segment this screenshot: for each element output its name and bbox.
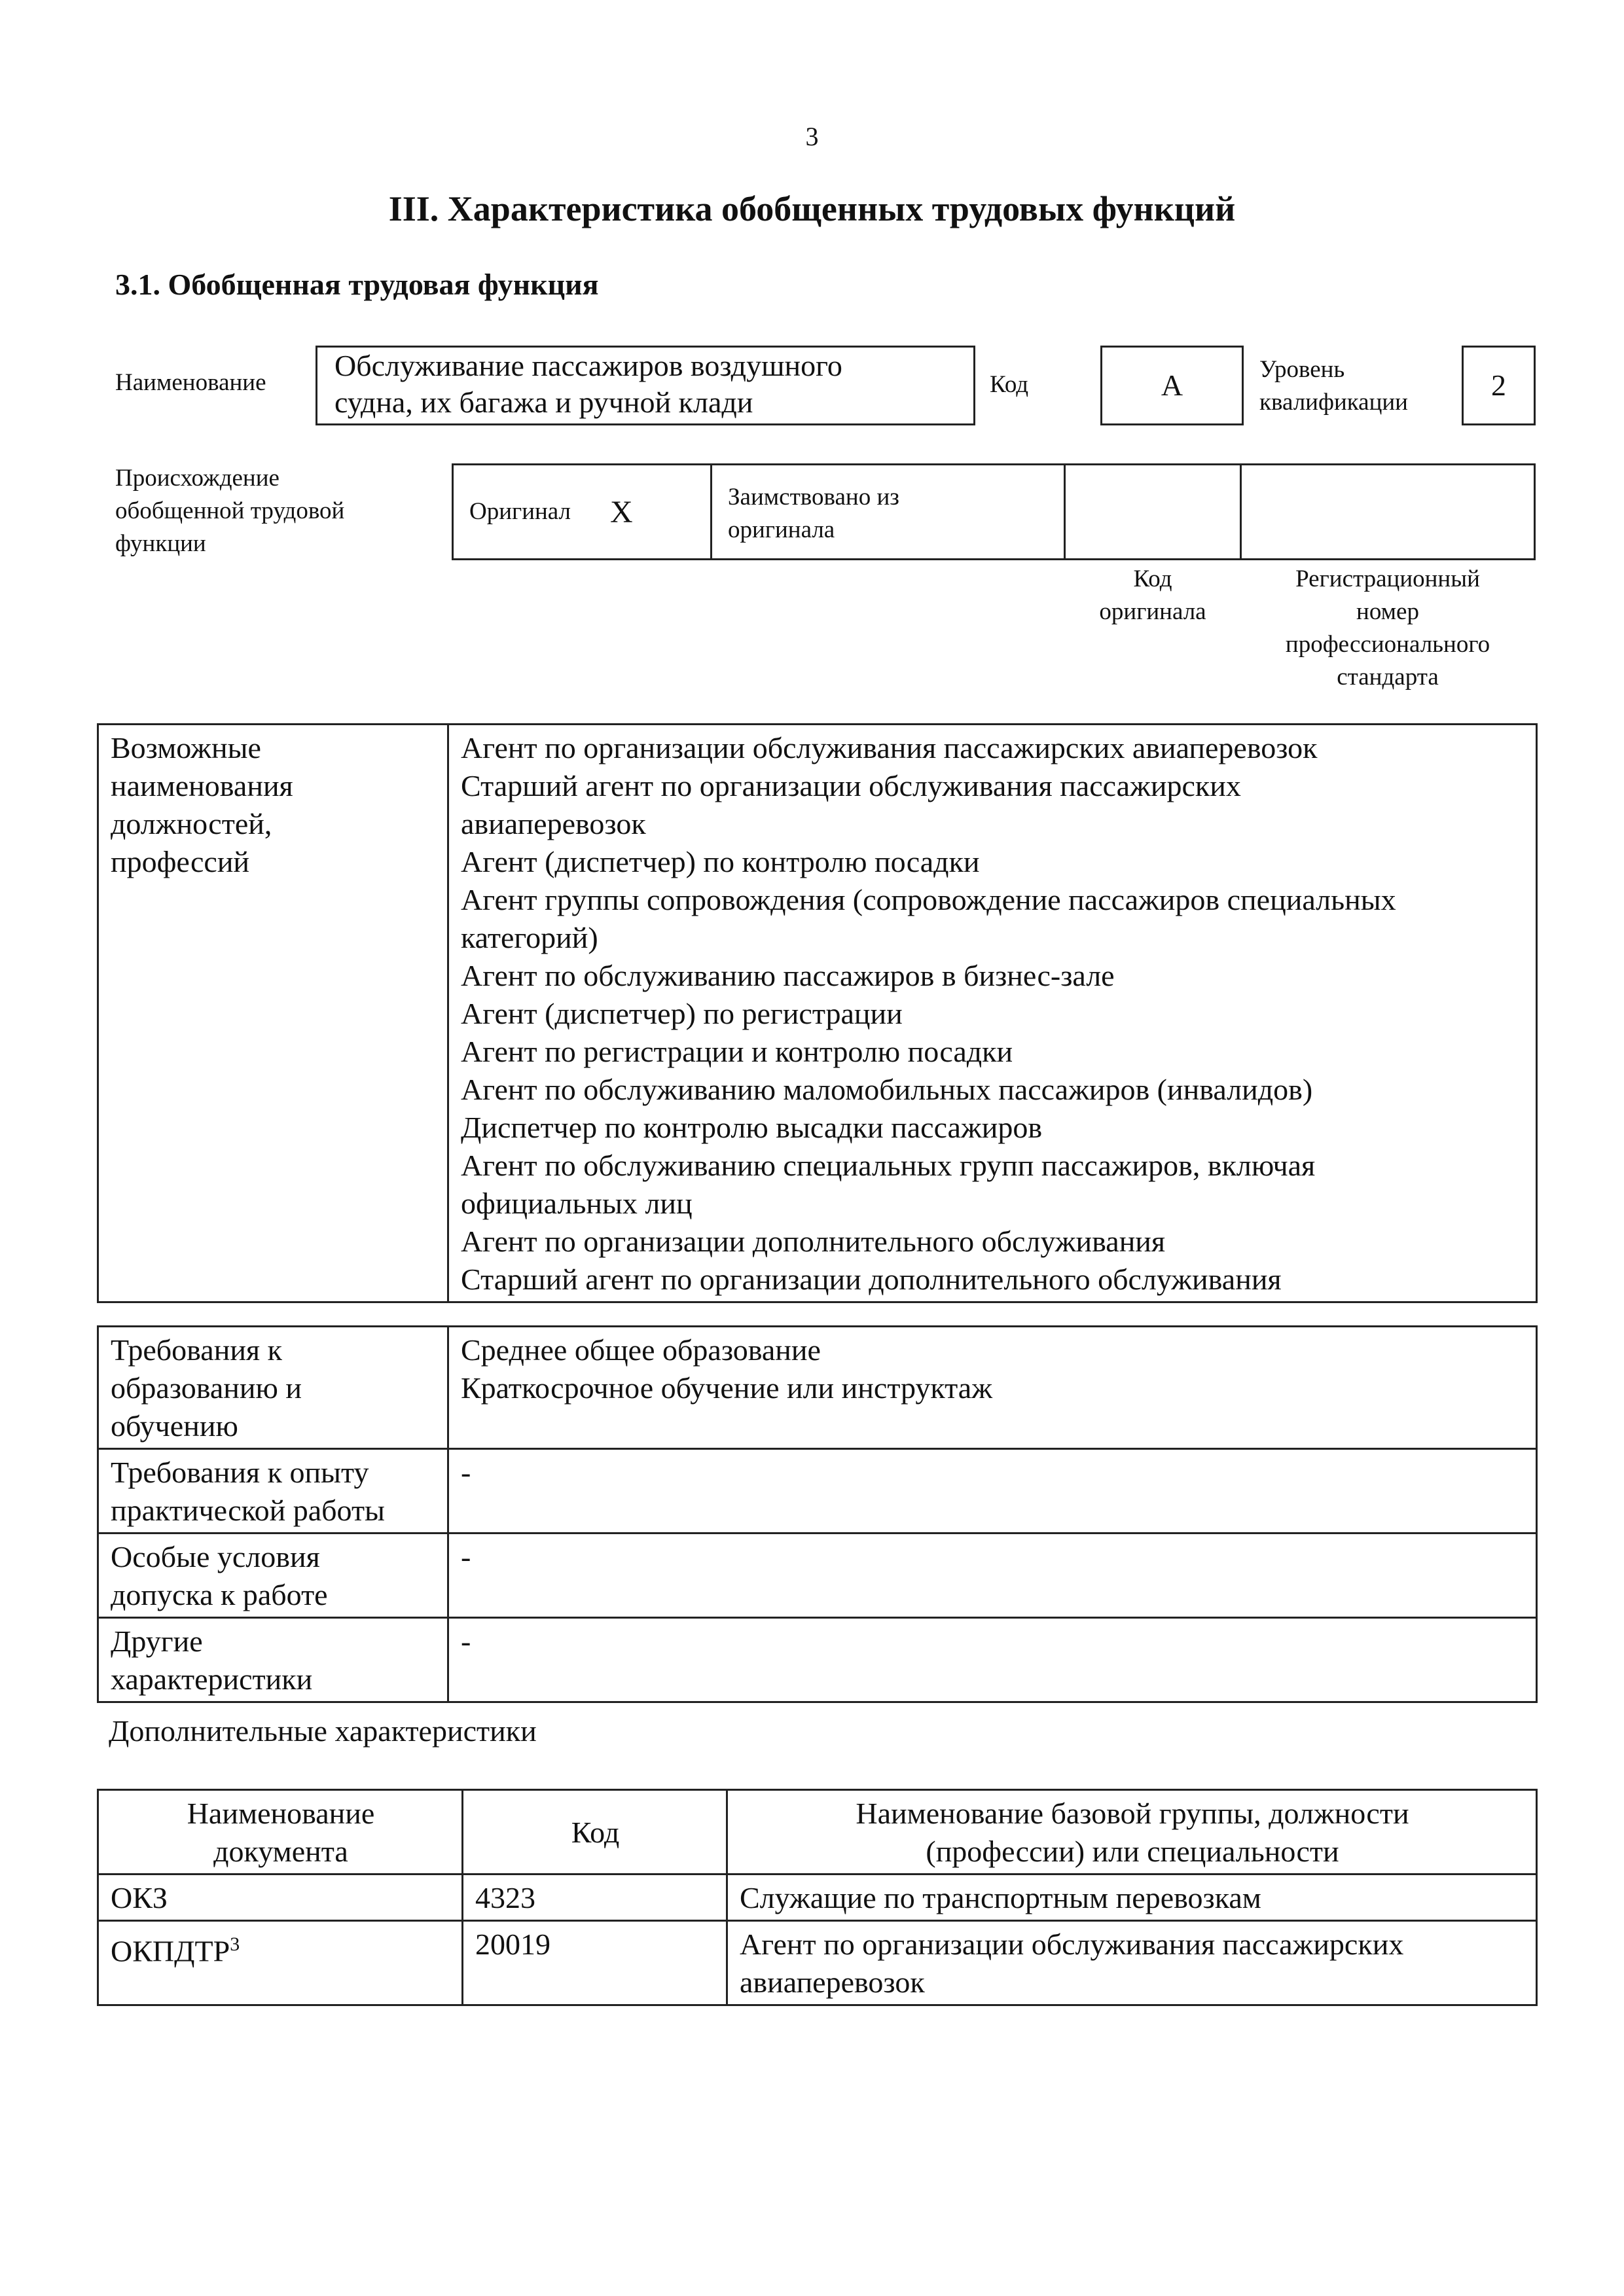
position-line: Старший агент по организации дополнительного обслуживания bbox=[461, 1263, 1282, 1296]
origin-label bbox=[115, 462, 344, 560]
positions-label-line: наименования bbox=[111, 769, 293, 802]
requirement-label-line: Требования к опыту bbox=[111, 1456, 369, 1489]
position-line: категорий) bbox=[461, 921, 598, 954]
level-label-line: Уровень bbox=[1259, 356, 1345, 383]
subsection-title: 3.1. Обобщенная трудовая функция bbox=[115, 268, 599, 301]
requirement-label-line: характеристики bbox=[111, 1662, 313, 1696]
additional-row bbox=[98, 1874, 1537, 1921]
position-line: Агент по обслуживанию маломобильных пассажиров (инвалидов) bbox=[461, 1073, 1313, 1106]
position-line: Старший агент по организации обслуживания пассажирских bbox=[461, 769, 1241, 802]
page-number: 3 bbox=[805, 122, 819, 151]
positions-label-line: Возможные bbox=[111, 731, 261, 764]
additional-code: 4323 bbox=[475, 1881, 535, 1914]
header-document bbox=[98, 1790, 463, 1874]
requirement-value-line: - bbox=[461, 1540, 471, 1573]
position-line: Агент (диспетчер) по контролю посадки bbox=[461, 845, 980, 878]
requirement-label-line: Другие bbox=[111, 1624, 203, 1658]
code-caption-line: Код bbox=[1133, 565, 1172, 592]
additional-code: 20019 bbox=[475, 1928, 550, 1961]
borrowed-label-line: Заимствовано из bbox=[728, 484, 899, 511]
additional-code-cell bbox=[463, 1921, 727, 2005]
requirements-table bbox=[97, 1325, 1538, 1703]
requirement-value-line: - bbox=[461, 1456, 471, 1489]
additional-header-row bbox=[98, 1790, 1537, 1874]
header-group-name-line: Наименование базовой группы, должности bbox=[856, 1797, 1409, 1830]
origin-label-line: обобщенной трудовой bbox=[115, 497, 345, 524]
positions-table bbox=[97, 723, 1538, 1303]
requirement-label-cell bbox=[98, 1327, 448, 1449]
level-label bbox=[1259, 353, 1408, 419]
footnote-marker: 3 bbox=[230, 1933, 240, 1955]
requirement-value-line: - bbox=[461, 1624, 471, 1658]
function-name-box bbox=[316, 346, 975, 425]
additional-table bbox=[97, 1789, 1538, 2006]
additional-name-line: Служащие по транспортным перевозкам bbox=[740, 1881, 1261, 1914]
additional-name-line: Агент по организации обслуживания пассажирских bbox=[740, 1928, 1404, 1961]
requirement-value-line: Среднее общее образование bbox=[461, 1333, 821, 1367]
origin-label-line: функции bbox=[115, 530, 206, 557]
origin-original-cell bbox=[452, 463, 712, 560]
section-title: III. Характеристика обобщенных трудовых функций bbox=[388, 189, 1236, 228]
positions-label-line: должностей, bbox=[111, 807, 272, 840]
positions-list-cell bbox=[448, 725, 1537, 1302]
position-line: Агент по обслуживанию пассажиров в бизнес-зале bbox=[461, 959, 1115, 992]
positions-label-cell bbox=[98, 725, 448, 1302]
position-line: авиаперевозок bbox=[461, 807, 646, 840]
additional-name-cell bbox=[727, 1921, 1537, 2005]
position-line: Агент группы сопровождения (сопровождение пассажиров специальных bbox=[461, 883, 1396, 916]
qualification-level-value: 2 bbox=[1462, 346, 1536, 425]
position-line: Агент по регистрации и контролю посадки bbox=[461, 1035, 1013, 1068]
reg-caption-line: номер bbox=[1356, 598, 1419, 625]
header-document-line: документа bbox=[213, 1835, 348, 1868]
position-line: официальных лиц bbox=[461, 1187, 693, 1220]
name-label: Наименование bbox=[115, 369, 266, 396]
requirement-label-cell bbox=[98, 1534, 448, 1618]
requirement-row bbox=[98, 1618, 1537, 1702]
requirement-label-line: допуска к работе bbox=[111, 1578, 328, 1611]
requirement-label-line: Особые условия bbox=[111, 1540, 320, 1573]
function-name-line: судна, их багажа и ручной клади bbox=[334, 386, 753, 419]
requirement-row bbox=[98, 1449, 1537, 1534]
requirement-label-line: образованию и bbox=[111, 1371, 302, 1405]
position-line: Агент по организации обслуживания пассажирских авиаперевозок bbox=[461, 731, 1318, 764]
header-group-name bbox=[727, 1790, 1537, 1874]
header-group-name-line: (профессии) или специальности bbox=[926, 1835, 1339, 1868]
additional-doc: ОКЗ bbox=[111, 1881, 168, 1914]
requirement-value-cell bbox=[448, 1449, 1537, 1534]
additional-code-cell bbox=[463, 1874, 727, 1921]
additional-doc-cell bbox=[98, 1874, 463, 1921]
original-label: Оригинал bbox=[469, 498, 571, 525]
positions-label-line: профессий bbox=[111, 845, 250, 878]
positions-row bbox=[98, 725, 1537, 1302]
original-mark: Х bbox=[610, 494, 633, 529]
origin-code-caption bbox=[1064, 563, 1242, 628]
requirement-label-cell bbox=[98, 1449, 448, 1534]
requirement-row bbox=[98, 1327, 1537, 1449]
header-code: Код bbox=[463, 1790, 727, 1874]
requirement-label-line: Требования к bbox=[111, 1333, 282, 1367]
position-line: Агент по организации дополнительного обслуживания bbox=[461, 1225, 1166, 1258]
requirement-row bbox=[98, 1534, 1537, 1618]
additional-name-cell bbox=[727, 1874, 1537, 1921]
borrowed-label-line: оригинала bbox=[728, 516, 835, 543]
origin-label-line: Происхождение bbox=[115, 465, 280, 492]
level-label-line: квалификации bbox=[1259, 389, 1408, 416]
origin-code-cell bbox=[1064, 463, 1242, 560]
requirement-value-line: Краткосрочное обучение или инструктаж bbox=[461, 1371, 992, 1405]
origin-reg-number-cell bbox=[1240, 463, 1536, 560]
requirement-value-cell bbox=[448, 1534, 1537, 1618]
header-document-line: Наименование bbox=[187, 1797, 375, 1830]
origin-borrowed-cell bbox=[710, 463, 1066, 560]
additional-doc-cell bbox=[98, 1921, 463, 2005]
requirement-label-cell bbox=[98, 1618, 448, 1702]
code-caption-line: оригинала bbox=[1099, 598, 1206, 625]
position-line: Агент по обслуживанию специальных групп пассажиров, включая bbox=[461, 1149, 1316, 1182]
position-line: Агент (диспетчер) по регистрации bbox=[461, 997, 903, 1030]
reg-caption-line: профессионального bbox=[1285, 631, 1490, 658]
reg-caption-line: Регистрационный bbox=[1295, 565, 1480, 592]
requirement-value-cell bbox=[448, 1618, 1537, 1702]
function-code-value: А bbox=[1100, 346, 1244, 425]
origin-reg-caption bbox=[1240, 563, 1536, 694]
requirement-label-line: практической работы bbox=[111, 1494, 385, 1527]
additional-row bbox=[98, 1921, 1537, 2005]
code-label: Код bbox=[990, 371, 1029, 398]
additional-title: Дополнительные характеристики bbox=[109, 1714, 537, 1748]
function-name-line: Обслуживание пассажиров воздушного bbox=[334, 349, 842, 382]
reg-caption-line: стандарта bbox=[1337, 664, 1439, 691]
requirement-value-cell bbox=[448, 1327, 1537, 1449]
requirement-label-line: обучению bbox=[111, 1409, 238, 1443]
additional-name-line: авиаперевозок bbox=[740, 1965, 925, 1999]
additional-doc: ОКПДТР bbox=[111, 1934, 230, 1968]
position-line: Диспетчер по контролю высадки пассажиров bbox=[461, 1111, 1043, 1144]
